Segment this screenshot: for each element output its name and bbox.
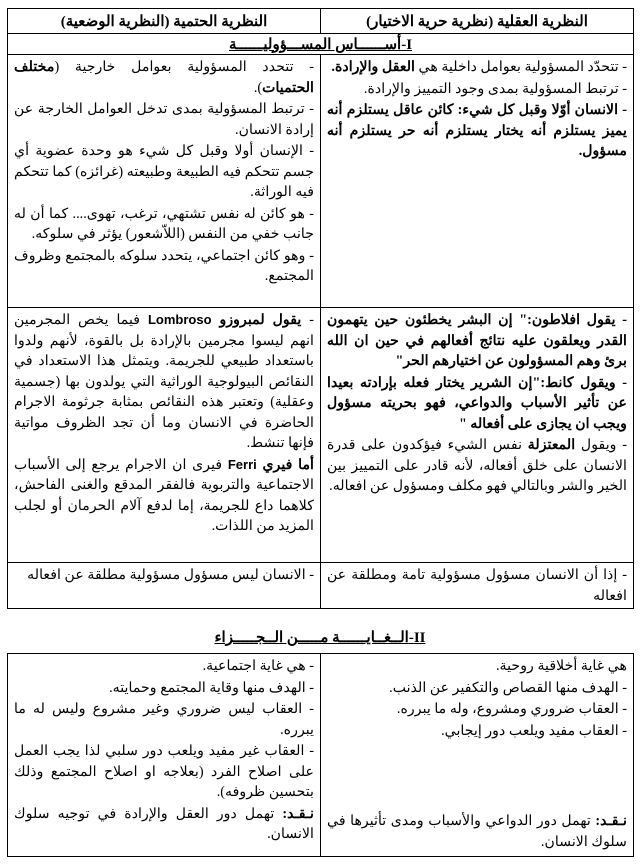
rational-quotes-cell [321, 308, 634, 563]
conclusion-row [8, 563, 634, 609]
rational-purpose-1: هي غاية أخلاقية روحية. [496, 658, 627, 674]
critique-label: نـقـد: [282, 805, 314, 822]
critique-label: نـقـد: [595, 813, 627, 829]
rational-purpose-4: - العقاب مفيد ويلعب دور إيجابي. [441, 722, 627, 739]
rational-basis-1: - تتحدّد المسؤولية بعوامل داخلية هي العقل والإرادة. [331, 59, 627, 75]
deterministic-basis-5: - وهو كائن اجتماعي، يتحدد سلوكه بالمجتمع وظروف المجتمع. [14, 247, 314, 284]
section-1-number: I- [401, 36, 413, 53]
ferri-quote: أما فيري Ferri فيرى ان الاجرام يرجع إلى الأسباب الاجتماعية والتربوية فالفقر المدقع والغنى الفاحش، كلاهما داع للجريمة، إما لدفع آلام الحرمان أو لجلب المزيد من اللذات. [14, 456, 314, 534]
deterministic-conclusion: - الانسان ليس مسؤول مسؤولية مطلقة عن افعاله [8, 563, 321, 609]
kant-quote: - ويقول كانط:"إن الشرير يختار فعله بإرادته بعيدا عن تأثير الأسباب والدواعي، فهو بحريته مسؤول ويجب ان يجازى على أفعاله " [327, 374, 627, 432]
header-rational-theory: النظرية العقلية (نظرية حرية الاختيار) [321, 9, 634, 34]
section-1-title: أســــــاس المســـؤوليــــــة [228, 36, 402, 53]
purpose-row [8, 654, 634, 857]
rational-purpose-3: - العقاب ضروري ومشروع، وله ما يبرره. [396, 701, 627, 717]
deterministic-purpose-4: - العقاب غير مفيد ويلعب دور سلبي لذا يجب العمل على اصلاح الفرد (بعلاجه او اصلاح المجتمع وذلك بتحسين ظروفه). [14, 743, 314, 800]
deterministic-purpose-2: - الهدف منها وقاية المجتمع وحمايته. [109, 679, 314, 696]
section-2-title: الــغــايــــــة مـــــن الــجـــــزاء [214, 630, 409, 646]
deterministic-quotes-cell [8, 308, 321, 563]
deterministic-critique: نـقـد: تهمل دور العقل والإرادة في توجيه سلوك الانسان. [14, 805, 314, 842]
header-deterministic-theory: النظرية الحتمية (النظرية الوضعية) [8, 9, 321, 34]
rational-basis-cell [321, 55, 634, 308]
deterministic-basis-cell [8, 55, 321, 308]
rational-critique: نـقـد: تهمل دور الدواعي والأسباب ومدى تأثيرها في سلوك الانسان. [327, 813, 627, 850]
section-2-heading [7, 628, 633, 647]
rational-conclusion: - إذا أن الانسان مسؤول مسؤولية تامة ومطلقة عن افعاله [321, 563, 634, 609]
plato-quote: - يقول افلاطون:" إن البشر يخطئون حين يتهمون القدر ويعلقون عليه نتائج أفعالهم في حين ان الله برئ وهم المسؤولون عن اختيارهم الحر" [327, 312, 627, 369]
header-row [8, 9, 634, 34]
rational-purpose-2: - الهدف منها القصاص والتكفير عن الذنب. [389, 679, 627, 696]
deterministic-purpose-3: - العقاب ليس ضروري وغير مشروع وليس له ما يبرره. [14, 701, 314, 738]
deterministic-basis-1: - تتحدد المسؤولية بعوامل خارجية (مختلف الحتميات). [14, 59, 314, 96]
section-1-row [8, 34, 634, 55]
deterministic-basis-2: - ترتبط المسؤولية بمدى تدخل العوامل الخارجة عن إرادة الانسان. [14, 101, 314, 138]
basis-row [8, 55, 634, 308]
section-2-number: II- [408, 630, 426, 646]
rational-basis-3: - الانسان أوّلا وقبل كل شيء: كائن عاقل يستلزم أنه يميز يستلزم أنه يختار يستلزم أنه حر يستلزم أنه مسؤول. [327, 102, 627, 159]
lombroso-quote: - يقول لمبروزو Lombroso فيما يخص المجرمين انهم ليسوا مجرمين بالإرادة بل بالقوة، لأنهم ولدوا باستعداد طبيعي للجريمة. ويتمثل هذا الاستعداد في النقائص البيولوجية الوراثية التي يولدون بها (جسمية وعقلية) وتعتبر هذه النقائص بمثابة جرثومة الاجرام الحاضرة في الانسان وما أن تجد الظروف مواتية فإنها تنشط. [14, 312, 314, 451]
quotes-row [8, 308, 634, 563]
theories-table [7, 8, 634, 609]
deterministic-basis-3: - الإنسان أولا وقبل كل شيء هو وحدة عضوية أي جسم تتحكم فيه الطبيعة وطبيعته (غرائزه) كما تتحكم فيه الوراثة. [14, 143, 314, 200]
rational-purpose-cell [321, 654, 634, 857]
deterministic-purpose-1: - هي غاية اجتماعية. [202, 658, 314, 674]
section-1-heading [8, 34, 634, 55]
rational-basis-2: - ترتبط المسؤولية بمدى وجود التمييز والإرادة. [363, 80, 627, 97]
deterministic-purpose-cell [8, 654, 321, 857]
mutazila-quote: - ويقول المعتزلة نفس الشيء فيؤكدون على قدرة الانسان على خلق أفعاله، لأنه قادر على التمييز بين الخير والشر وبالتالي فهو مكلف ومسؤول عن افعاله. [327, 437, 627, 494]
penalty-purpose-table [7, 653, 634, 857]
deterministic-basis-4: - هو كائن له نفس تشتهي، ترغب، تهوى.... كما أن له جانب خفي من النفس (اللاّشعور) يؤثر في سلوكه. [14, 205, 314, 242]
